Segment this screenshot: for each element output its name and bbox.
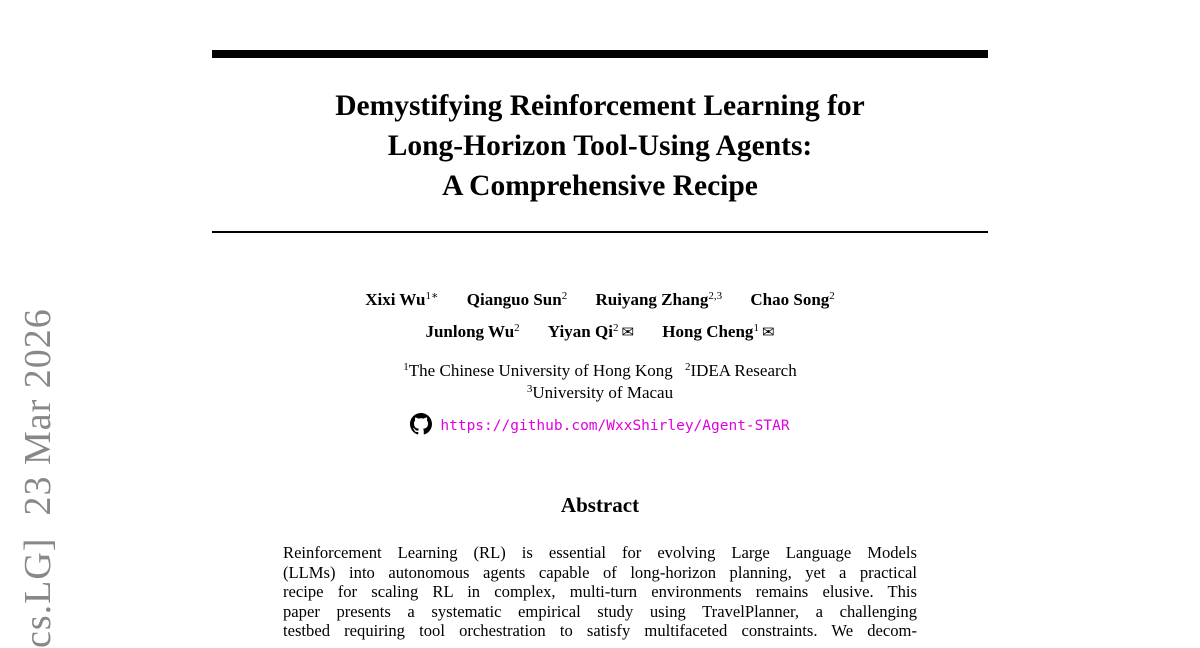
affiliation-sup: 1 bbox=[403, 361, 409, 373]
author-sup: 2 bbox=[561, 290, 568, 302]
affiliation-name: University of Macau bbox=[532, 383, 674, 402]
mail-icon[interactable]: ✉ bbox=[761, 325, 775, 341]
repo-link-row bbox=[212, 413, 988, 438]
affiliation-name: IDEA Research bbox=[690, 361, 797, 380]
abstract-line: (LLMs) into autonomous agents capable of long-horizon planning, yet a practical bbox=[283, 562, 917, 582]
affiliation-sup: 3 bbox=[526, 383, 533, 395]
paper-title bbox=[212, 86, 988, 206]
author-sup: 1 bbox=[753, 322, 759, 334]
author-list bbox=[212, 284, 988, 349]
author-row bbox=[212, 284, 988, 316]
abstract-heading: Abstract bbox=[560, 493, 640, 517]
author-sup: 2 bbox=[612, 322, 619, 334]
abstract-line: recipe for scaling RL in complex, multi-turn environments remains elusive. This bbox=[283, 582, 917, 601]
author bbox=[425, 316, 519, 348]
title-line: Demystifying Reinforcement Learning for bbox=[335, 90, 865, 122]
affiliations bbox=[212, 360, 988, 404]
arxiv-stamp bbox=[10, 308, 66, 648]
affiliation-line bbox=[212, 360, 988, 382]
affiliation bbox=[403, 360, 672, 382]
author-name: Hong Cheng bbox=[662, 322, 754, 341]
author-row bbox=[212, 316, 988, 349]
author-name: Ruiyang Zhang bbox=[595, 290, 709, 309]
author bbox=[467, 284, 567, 316]
author bbox=[750, 284, 834, 316]
affiliation bbox=[527, 382, 673, 404]
title-line: A Comprehensive Recipe bbox=[442, 170, 758, 202]
affiliation-line bbox=[212, 382, 988, 404]
author-sup: 1∗ bbox=[425, 290, 439, 302]
author-name: Xixi Wu bbox=[365, 290, 426, 309]
author-sup: 2,3 bbox=[708, 290, 723, 302]
abstract-line: testbed requiring tool orchestration to satisfy multifaceted constraints. We decom- bbox=[283, 621, 917, 640]
mail-icon[interactable]: ✉ bbox=[621, 325, 635, 341]
author-name: Junlong Wu bbox=[425, 322, 515, 341]
top-rule bbox=[212, 50, 988, 58]
affiliation-sup: 2 bbox=[684, 361, 691, 373]
author-sup: 2 bbox=[514, 322, 520, 334]
abstract-line: Reinforcement Learning (RL) is essential for evolving Large Language Models bbox=[283, 543, 917, 562]
arxiv-date: 23 Mar 2026 bbox=[17, 308, 59, 516]
repo-link[interactable]: https://github.com/WxxShirley/Agent-STAR bbox=[440, 418, 790, 434]
author-name: Qianguo Sun bbox=[466, 290, 562, 309]
github-icon bbox=[410, 413, 432, 435]
author-name: Yiyan Qi bbox=[547, 322, 613, 341]
author-sup: 2 bbox=[829, 290, 835, 302]
affiliation bbox=[685, 360, 797, 382]
title-line: Long-Horizon Tool-Using Agents: bbox=[387, 130, 813, 162]
author bbox=[365, 284, 438, 316]
arxiv-category: cs.LG] bbox=[17, 537, 59, 648]
author bbox=[662, 316, 774, 349]
affiliation-name: The Chinese University of Hong Kong bbox=[408, 361, 673, 380]
bottom-rule bbox=[212, 231, 988, 233]
author-name: Chao Song bbox=[750, 290, 830, 309]
abstract-body bbox=[283, 543, 917, 641]
author bbox=[548, 316, 634, 349]
author bbox=[595, 284, 722, 316]
abstract-line: paper presents a systematic empirical study using TravelPlanner, a challenging bbox=[283, 601, 917, 621]
